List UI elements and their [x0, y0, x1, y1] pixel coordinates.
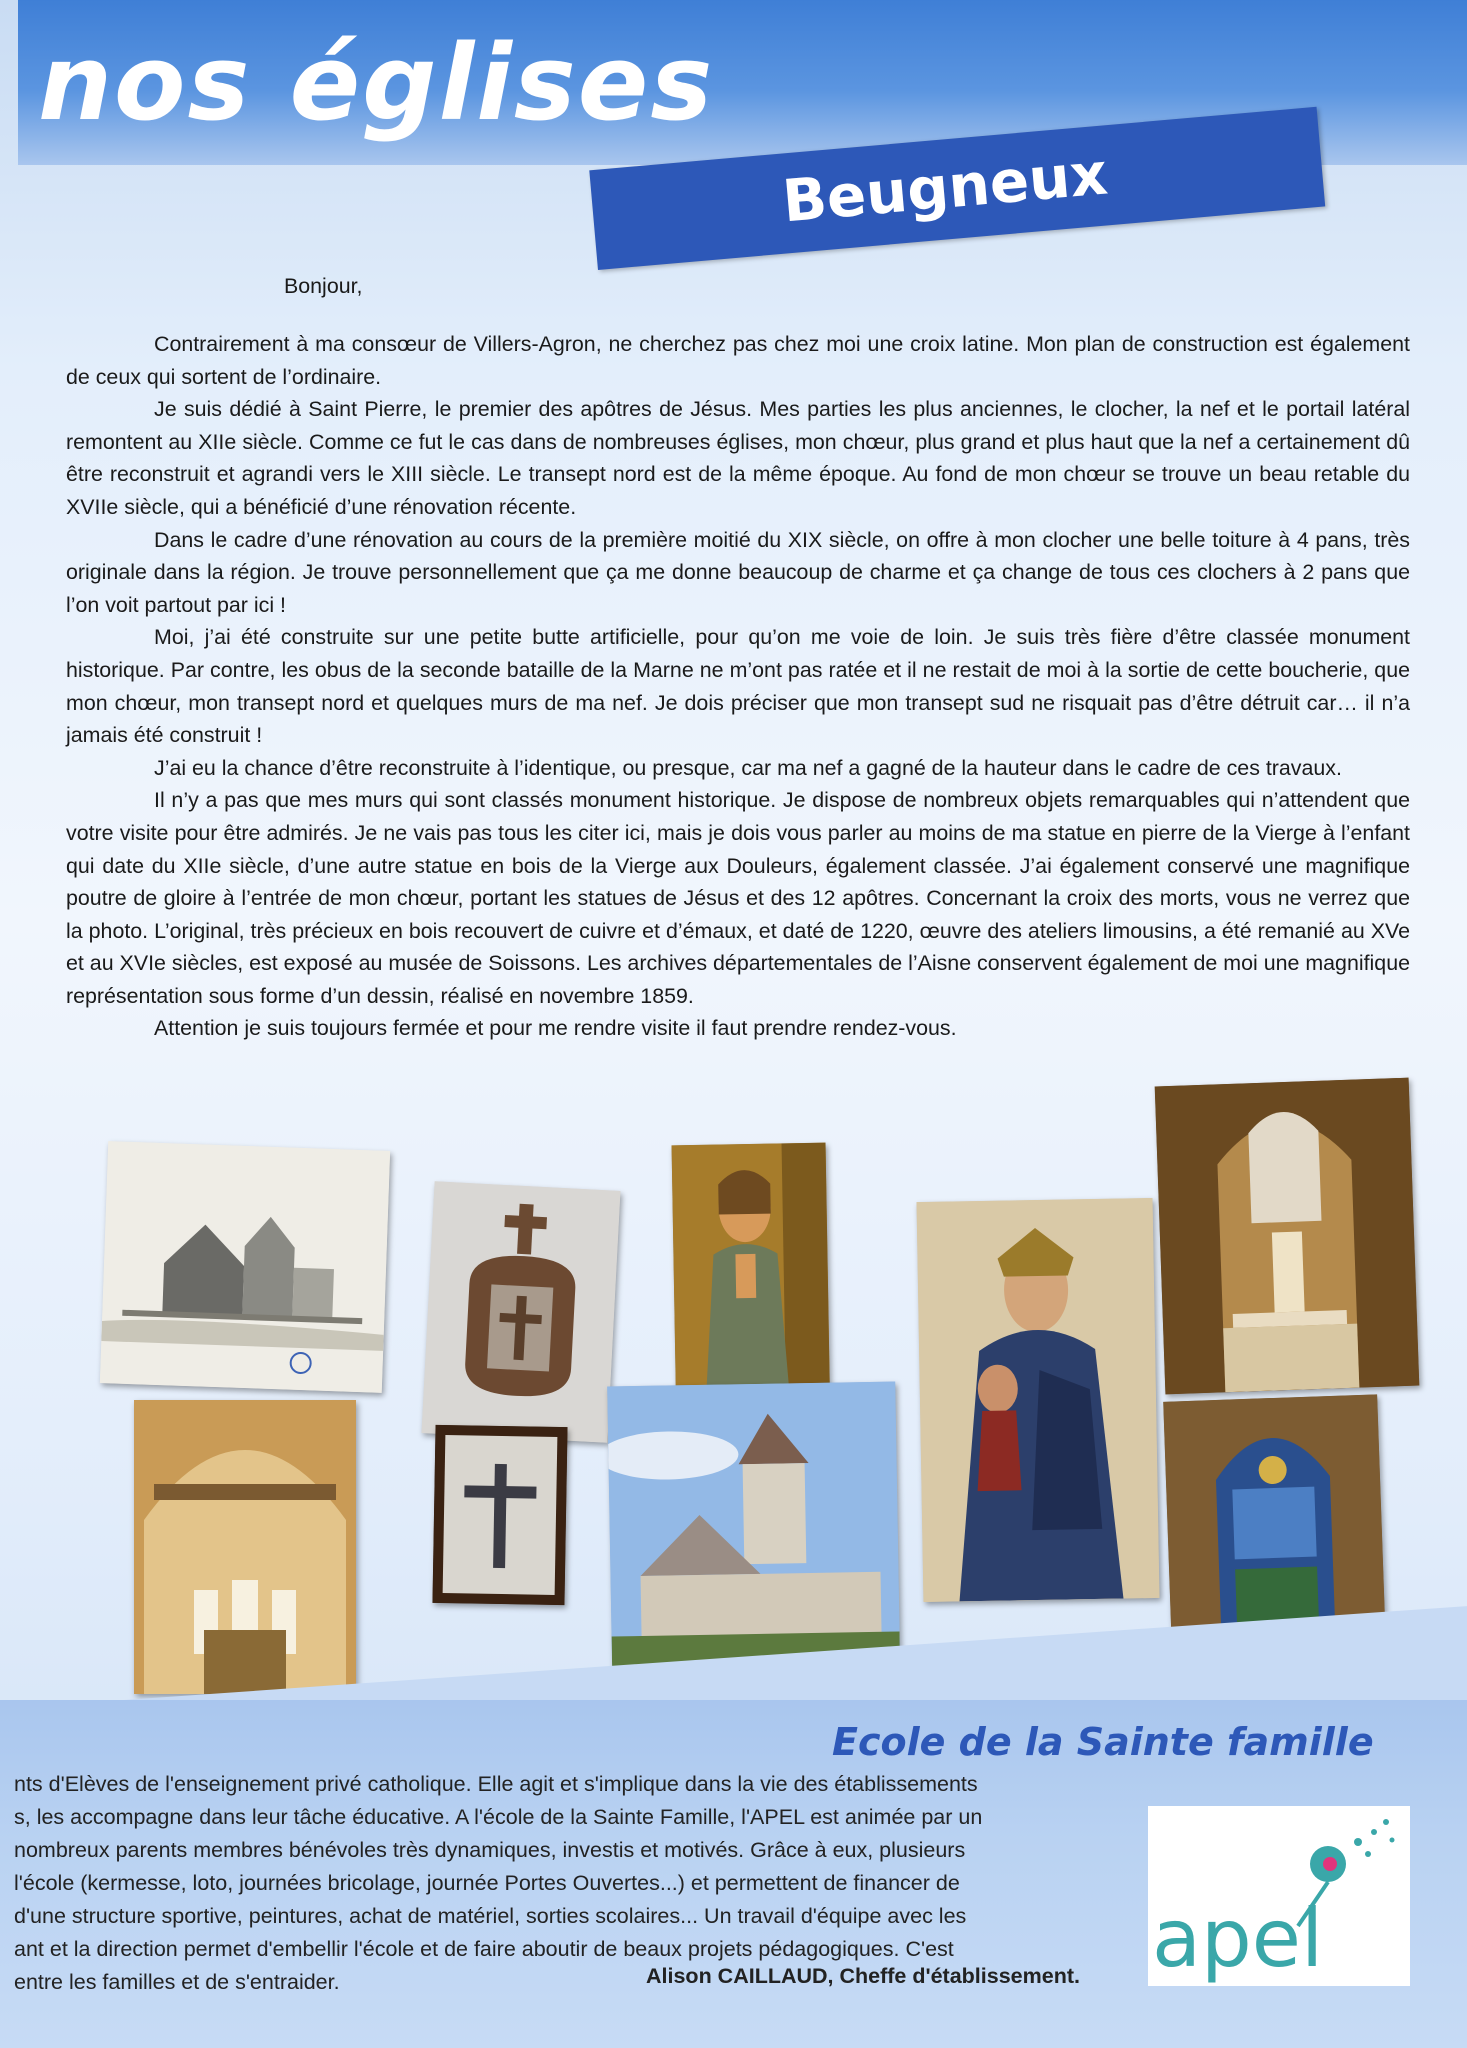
photo-virgin-and-child	[917, 1198, 1160, 1602]
school-line: entre les familles et de s'entraider.	[14, 1970, 340, 1994]
school-signature: Alison CAILLAUD, Cheffe d'établissement.	[646, 1964, 1080, 1988]
photo-altar-retable	[1155, 1078, 1420, 1395]
article-paragraph: Il n’y a pas que mes murs qui sont classés monument historique. Je dispose de nombreux objets remarquables qui n’attendent que votre visite pour être admirés. Je ne vais pas tous les citer ici, mais je dois vous parler au moins de ma statue en pierre de la Vierge à l’enfant qui date du XIIe siècle, d’une autre statue en bois de la Vierge aux Douleurs, également classée. J’ai également conservé une magnifique poutre de gloire à l’entrée de mon chœur, portant les statues de Jésus et des 12 apôtres. Concernant la croix des morts, vous ne verrez que la photo. L’original, très précieux en bois recouvert de cuivre et d’émaux, et daté de 1220, œuvre des ateliers limousins, a été remanié au XVe et au XVIe siècles, est exposé au musée de Soissons. Les archives départementales de l’Aisne conservent également de moi une magnifique représentation sous forme d’un dessin, réalisé en novembre 1859.	[66, 788, 1410, 1008]
school-section-title: Ecole de la Sainte famille	[832, 1720, 1374, 1764]
article-paragraph: Moi, j’ai été construite sur une petite butte artificielle, pour qu’on me voie de loin. Je suis très fière d’être classée monument historique. Par contre, les obus de la seconde bataille de la Marne ne m’ont pas ratée et il ne restait de moi à la sortie de cette boucherie, que mon chœur, mon transept nord et quelques murs de ma nef. Je dois préciser que mon transept sud ne risquait pas d’être détruit car… il n’a jamais été construit !	[66, 625, 1410, 748]
school-line: nombreux parents membres bénévoles très dynamiques, investis et motivés. Grâce à eux, plusieurs	[14, 1838, 966, 1862]
apel-logo-text: apel	[1152, 1892, 1324, 1985]
photo-cross-reliquary	[422, 1181, 621, 1442]
article-greeting: Bonjour,	[284, 274, 363, 298]
page-title: nos églises	[38, 22, 715, 144]
section-tag-label: Beugneux	[779, 139, 1111, 236]
article-body	[66, 328, 1410, 1045]
article-paragraph: Je suis dédié à Saint Pierre, le premier des apôtres de Jésus. Mes parties les plus anciennes, le clocher, la nef et le portail latéral remontent au XIIe siècle. Comme ce fut le cas dans de nombreuses églises, mon chœur, plus grand et plus haut que la nef a certainement dû être reconstruit et agrandi vers le XIII siècle. Le transept nord est de la même époque. Au fond de mon chœur se trouve un beau retable du XVIIe siècle, qui a bénéficié d’une rénovation récente.	[66, 397, 1410, 519]
school-line: ant et la direction permet d'embellir l'école et de faire aboutir de beaux projets pédagogiques. C'est	[14, 1937, 954, 1961]
school-line: s, les accompagne dans leur tâche éducative. A l'école de la Sainte Famille, l'APEL est animée par un	[14, 1805, 983, 1829]
photo-cross-frame	[432, 1425, 567, 1605]
article-paragraph: Attention je suis toujours fermée et pour me rendre visite il faut prendre rendez-vous.	[154, 1016, 957, 1041]
article-paragraph: Dans le cadre d’une rénovation au cours de la première moitié du XIX siècle, on offre à mon clocher une belle toiture à 4 pans, très originale dans la région. Je trouve personnellement que ça me donne beaucoup de charme et ça change de tous ces clochers à 2 pans que l’on voit partout par ici !	[66, 527, 1410, 617]
photo-church-drawing	[100, 1141, 390, 1393]
photo-nave-interior	[134, 1400, 356, 1694]
school-line: d'une structure sportive, peintures, achat de matériel, sorties scolaires... Un travail d'équipe avec les	[14, 1904, 967, 1928]
school-line: l'école (kermesse, loto, journées bricolage, journée Portes Ouvertes...) et permettent de financer de	[14, 1871, 960, 1895]
article-paragraph: Contrairement à ma consœur de Villers-Agron, ne cherchez pas chez moi une croix latine. Mon plan de construction est également de ceux qui sortent de l’ordinaire.	[66, 332, 1410, 389]
article-paragraph: J’ai eu la chance d’être reconstruite à l’identique, ou presque, car ma nef a gagné de la hauteur dans le cadre de ces travaux.	[154, 755, 1342, 780]
school-line: nts d'Elèves de l'enseignement privé catholique. Elle agit et s'implique dans la vie des établissements	[14, 1772, 978, 1796]
apel-logo	[1148, 1806, 1410, 1986]
